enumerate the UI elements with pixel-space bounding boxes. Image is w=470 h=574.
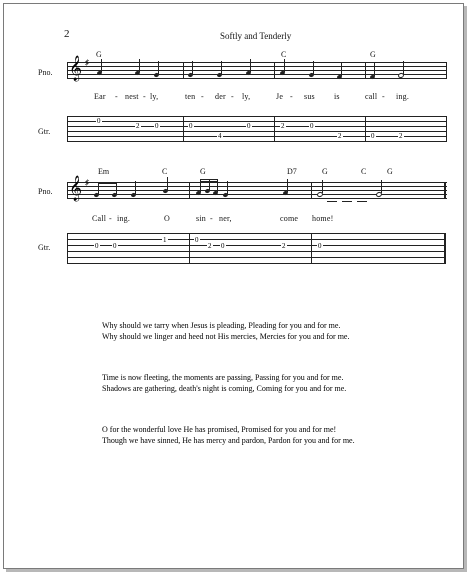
lyric-syllable: sus [304, 92, 315, 101]
chord-symbol: C [361, 167, 367, 176]
lyric-hyphen: - [290, 92, 293, 101]
tab-fret: 2 [282, 242, 286, 250]
tab-fret: 2 [208, 242, 212, 250]
chord-symbol: G [96, 50, 102, 59]
lyric-syllable: come [280, 214, 299, 223]
tab-fret: 0 [195, 236, 199, 244]
tab-fret: 0 [247, 122, 251, 130]
verse-line: Though we have sinned, He has mercy and pardon, Pardon for you and for me. [102, 436, 355, 445]
tab-fret: 0 [189, 122, 193, 130]
tab-fret: 2 [399, 132, 403, 140]
tab-fret: 0 [113, 242, 117, 250]
chord-symbol: G [387, 167, 393, 176]
tab-fret: 0 [371, 132, 375, 140]
chord-symbol: C [162, 167, 168, 176]
lyric-syllable: Call [92, 214, 107, 223]
tab-fret: 2 [281, 122, 285, 130]
tab-fret: 0 [310, 122, 314, 130]
piano-label: Pno. [38, 187, 53, 196]
chord-symbol: Em [98, 167, 110, 176]
verse-3 [102, 372, 346, 394]
lyric-syllable: ner, [219, 214, 232, 223]
lyric-syllable: nest [125, 92, 139, 101]
chord-symbol: C [281, 50, 287, 59]
chord-symbol: D7 [287, 167, 297, 176]
lyric-syllable: ing. [117, 214, 131, 223]
lyric-syllable: ly, [242, 92, 251, 101]
verse-line: Shadows are gathering, death's night is coming, Coming for you and for me. [102, 384, 347, 393]
chord-symbol: G [370, 50, 376, 59]
sharp-icon: ♯ [85, 58, 89, 67]
tab-fret: 1 [163, 236, 167, 244]
tab-fret: 0 [221, 242, 225, 250]
lyric-syllable: ten [185, 92, 196, 101]
lyric-syllable: home! [312, 214, 334, 223]
verse-line: O for the wonderful love He has promised, Promised for you and for me! [102, 425, 337, 434]
tab-fret: 0 [95, 242, 99, 250]
page-number: 2 [64, 28, 70, 40]
verse-line: Why should we tarry when Jesus is pleading, Pleading for you and for me. [102, 321, 341, 330]
lyric-hyphen: - [210, 214, 213, 223]
lyric-syllable: Ear [94, 92, 106, 101]
verse-line: Time is now fleeting, the moments are passing, Passing for you and for me. [102, 373, 344, 382]
treble-clef-icon: 𝄞 [69, 56, 83, 81]
lyric-syllable: is [334, 92, 340, 101]
lyric-syllable: sin [196, 214, 206, 223]
tab-fret: 0 [97, 117, 101, 125]
treble-clef-icon: 𝄞 [69, 176, 83, 201]
guitar-label: Gtr. [38, 127, 51, 136]
lyric-syllable: call [365, 92, 378, 101]
verse-2 [102, 320, 349, 342]
guitar-label: Gtr. [38, 243, 51, 252]
lyric-hyphen: - [382, 92, 385, 101]
lyric-syllable: Je [276, 92, 284, 101]
tab-fret: 4 [218, 132, 222, 140]
lyric-syllable: ly, [150, 92, 159, 101]
tab-fret: 2 [136, 122, 140, 130]
tab-fret: 0 [318, 242, 322, 250]
sheet-page [3, 3, 464, 569]
lyric-syllable: ing. [396, 92, 410, 101]
song-title: Softly and Tenderly [220, 31, 292, 41]
tab-fret: 2 [338, 132, 342, 140]
verse-line: Why should we linger and heed not His mercies, Mercies for you and for me. [102, 332, 350, 341]
tab-fret: 0 [155, 122, 159, 130]
lyric-hyphen: - [109, 214, 112, 223]
verse-4 [102, 424, 355, 446]
lyric-hyphen: - [115, 92, 118, 101]
chord-symbol: G [200, 167, 206, 176]
lyric-hyphen: - [143, 92, 146, 101]
lyric-syllable: der [215, 92, 226, 101]
sharp-icon: ♯ [85, 178, 89, 187]
piano-label: Pno. [38, 68, 53, 77]
lyric-syllable: O [164, 214, 170, 223]
lyric-hyphen: - [231, 92, 234, 101]
lyric-hyphen: - [201, 92, 204, 101]
chord-symbol: G [322, 167, 328, 176]
